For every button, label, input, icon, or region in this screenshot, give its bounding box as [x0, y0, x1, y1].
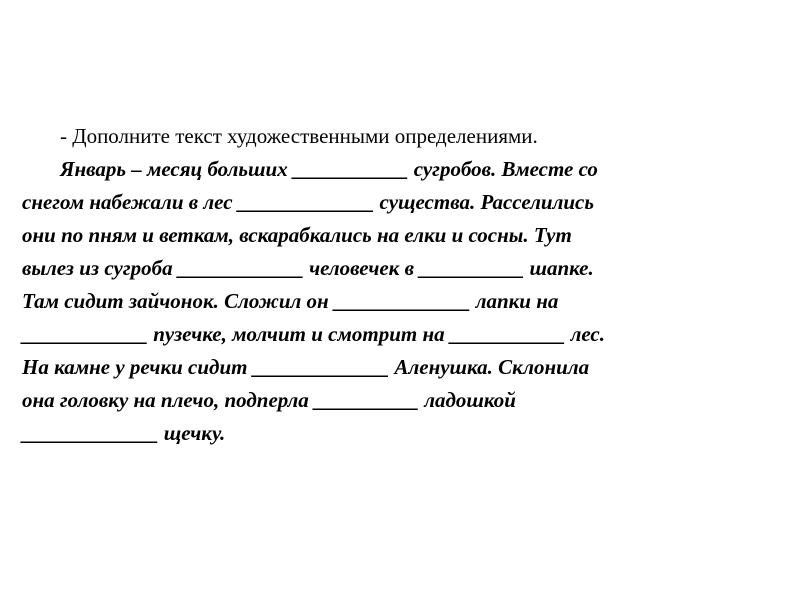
- exercise-line-9: _____________ щечку.: [22, 421, 226, 445]
- exercise-line-7: На камне у речки сидит _____________ Аленушка. Склонила: [22, 355, 590, 379]
- exercise-line-6: ____________ пузечке, молчит и смотрит на ___________ лес.: [22, 322, 606, 346]
- instruction-text: - Дополните текст художественными определениями.: [60, 124, 538, 148]
- exercise-line-5: Там сидит зайчонок. Сложил он _____________ лапки на: [22, 289, 559, 313]
- exercise-line-1: Январь – месяц больших ___________ сугробов. Вместе со: [60, 157, 598, 181]
- exercise-line-4: вылез из сугроба ____________ человечек в __________ шапке.: [22, 256, 594, 280]
- exercise-line-3: они по пням и веткам, вскарабкались на елки и сосны. Тут: [22, 223, 572, 247]
- exercise-line-2: снегом набежали в лес _____________ существа. Расселились: [22, 190, 594, 214]
- exercise-line-8: она головку на плечо, подперла __________ ладошкой: [22, 388, 516, 412]
